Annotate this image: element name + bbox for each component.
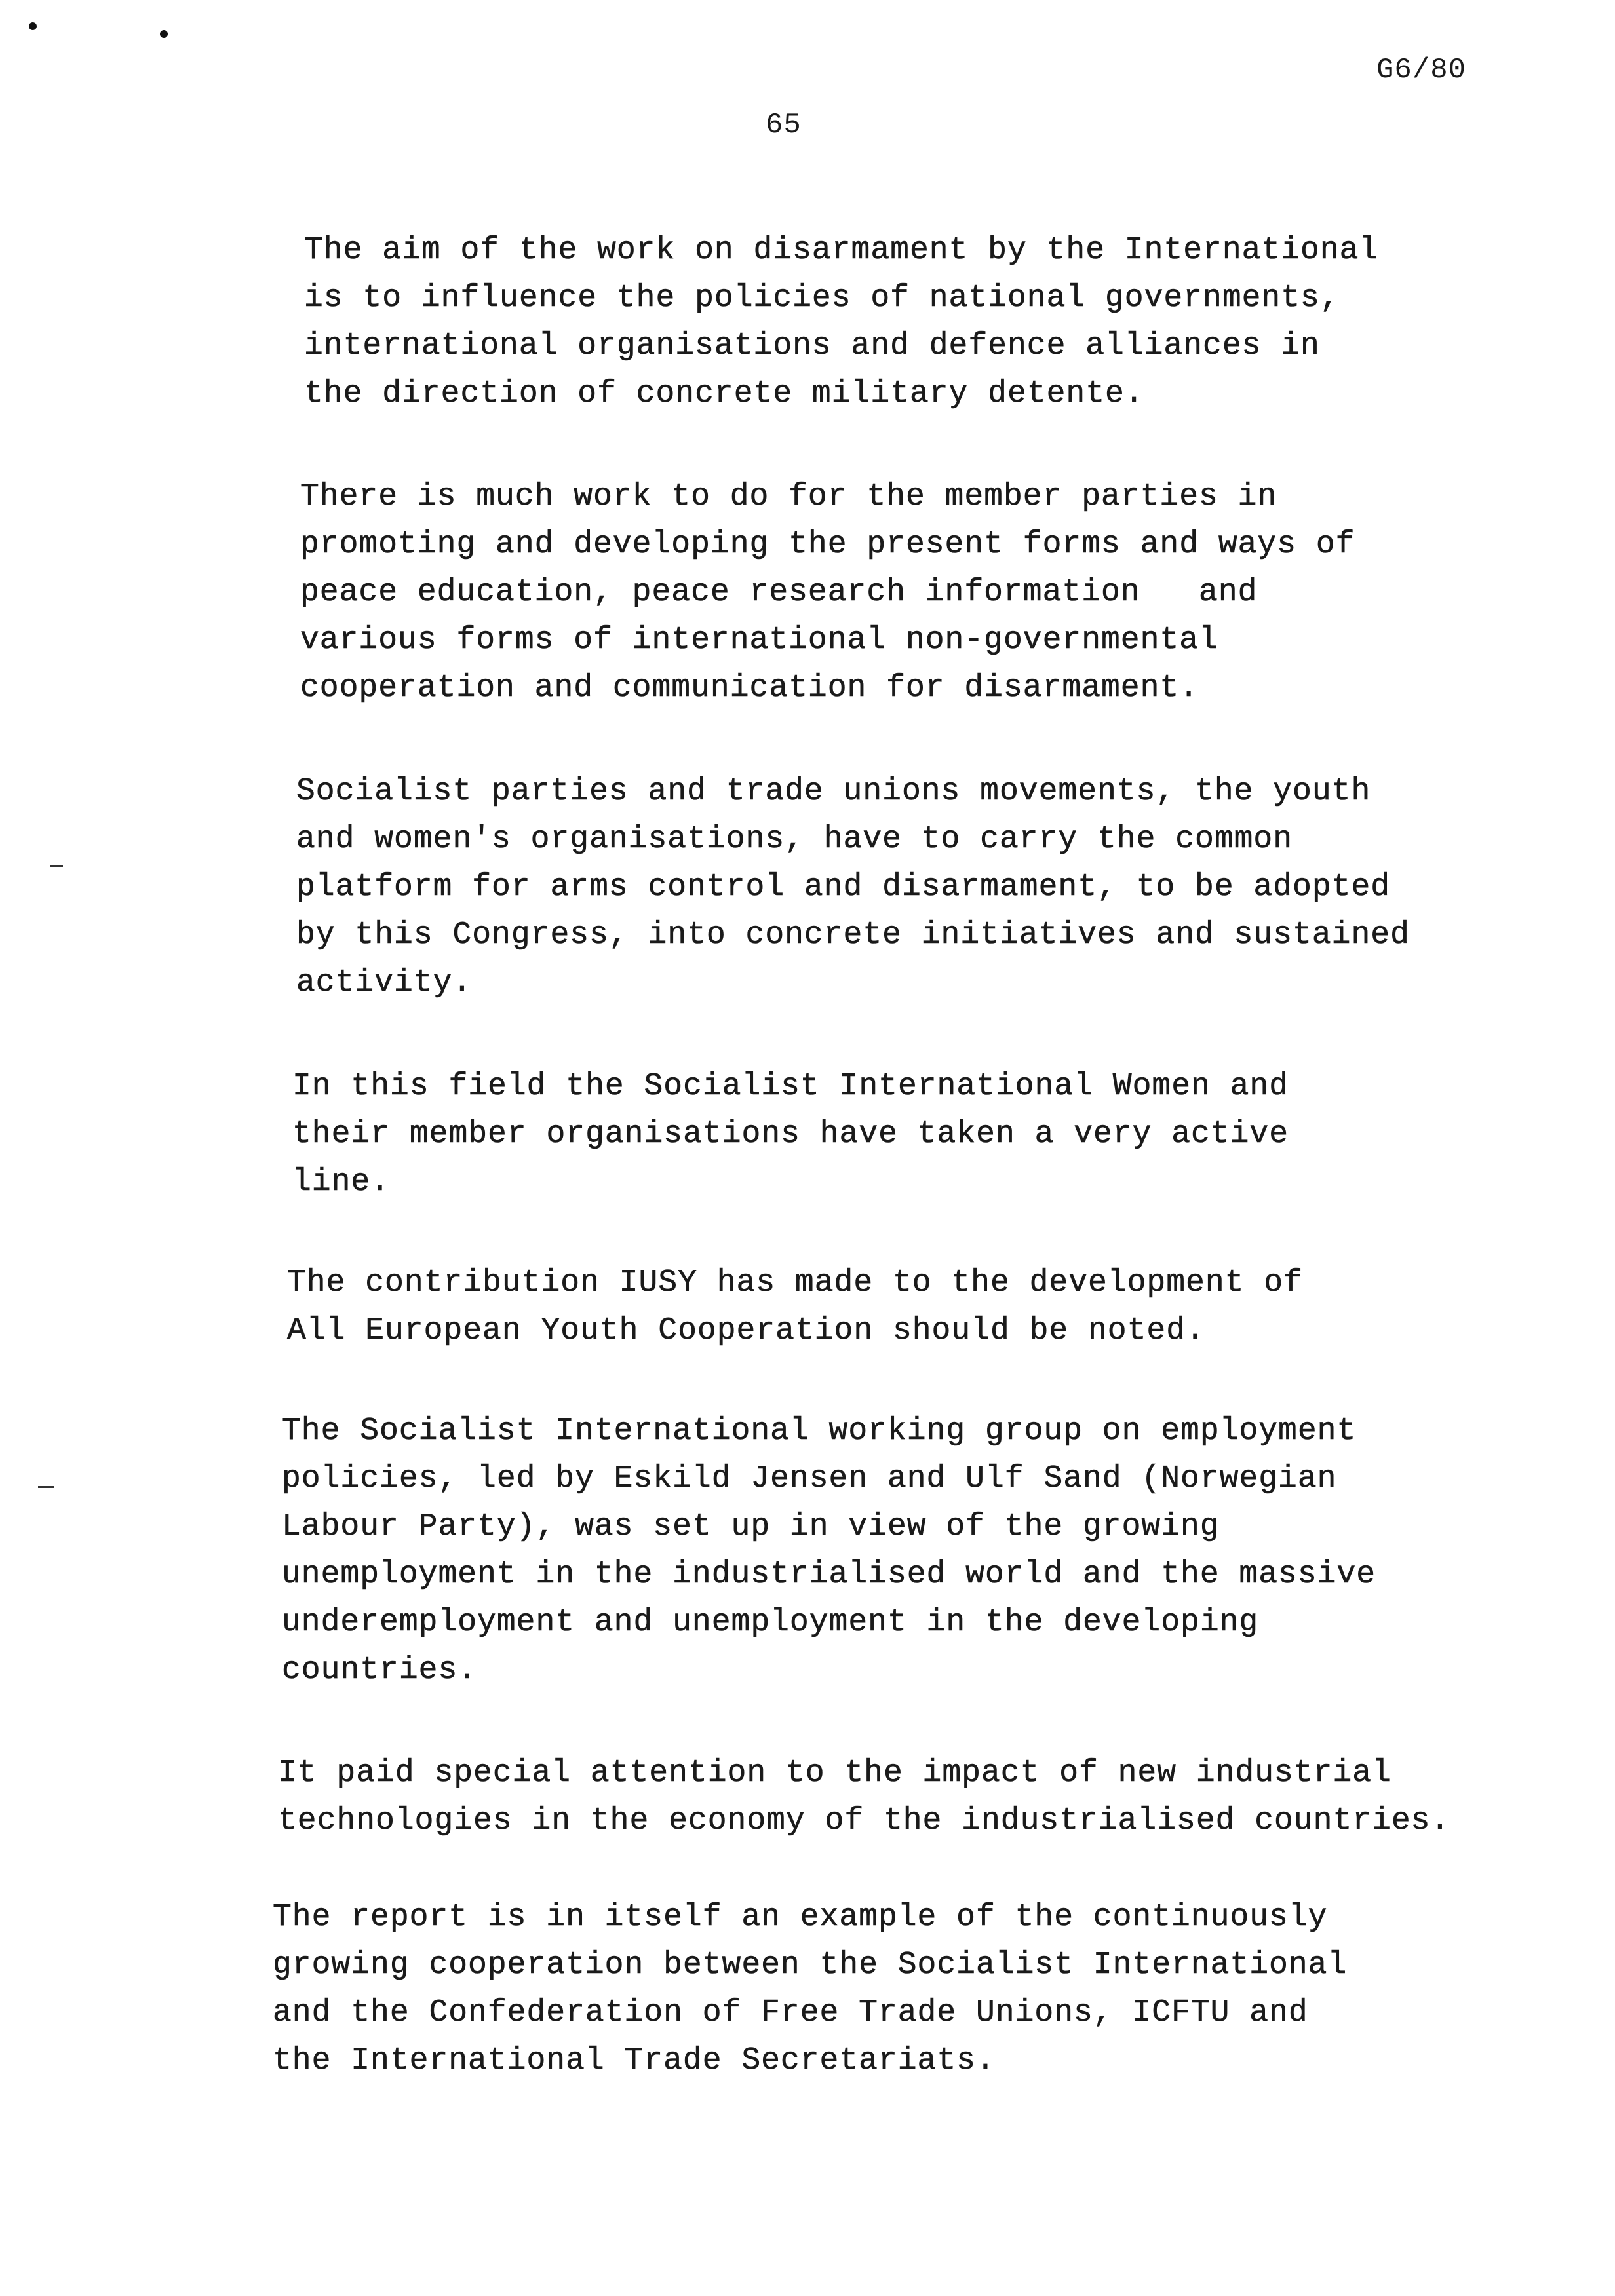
text-line: All European Youth Cooperation should be noted. [287, 1313, 1205, 1349]
text-line: It paid special attention to the impact of new industrial [278, 1755, 1391, 1791]
paragraph-international-women [292, 1063, 1289, 1206]
text-line: The contribution IUSY has made to the development of [287, 1265, 1303, 1301]
text-line: international organisations and defence alliances in [304, 328, 1320, 364]
paragraph-member-parties [300, 473, 1355, 712]
text-line: their member organisations have taken a very active [292, 1117, 1289, 1152]
text-line: The report is in itself an example of the continuously [273, 1900, 1328, 1935]
text-line: underemployment and unemployment in the developing [282, 1605, 1259, 1640]
text-line: line. [292, 1164, 391, 1200]
text-line: technologies in the economy of the industrialised countries. [278, 1803, 1450, 1839]
text-line: peace education, peace research information and [300, 575, 1258, 610]
text-line: promoting and developing the present forms and ways of [300, 527, 1355, 562]
text-line: growing cooperation between the Socialist International [273, 1947, 1348, 1983]
page-number: 65 [766, 109, 802, 142]
punch-mark-left [29, 22, 37, 30]
text-line: The aim of the work on disarmament by the International [304, 233, 1379, 268]
text-line: Socialist parties and trade unions movements, the youth [296, 774, 1371, 809]
text-line: is to influence the policies of national governments, [304, 280, 1340, 316]
text-line: various forms of international non-governmental [300, 622, 1218, 658]
text-line: by this Congress, into concrete initiatives and sustained [296, 917, 1410, 953]
paragraph-industrial-technologies [278, 1750, 1450, 1845]
paragraph-socialist-parties [296, 768, 1410, 1007]
text-line: In this field the Socialist International Women and [292, 1069, 1289, 1104]
document-reference: G6/80 [1376, 54, 1467, 86]
paragraph-disarmament-aim [304, 227, 1378, 418]
text-line: the direction of concrete military detente. [304, 376, 1144, 411]
paragraph-iusy-contribution [287, 1259, 1303, 1355]
text-line: and the Confederation of Free Trade Unions, ICFTU and [273, 1995, 1308, 2031]
text-line: policies, led by Eskild Jensen and Ulf Sand (Norwegian [282, 1461, 1337, 1497]
paragraph-employment-working-group [282, 1407, 1376, 1694]
text-line: and women's organisations, have to carry the common [296, 822, 1293, 857]
paragraph-report-cooperation [273, 1894, 1347, 2085]
margin-mark-lower [38, 1486, 54, 1488]
text-line: The Socialist International working group on employment [282, 1413, 1357, 1449]
text-line: the International Trade Secretariats. [273, 2043, 996, 2078]
text-line: countries. [282, 1653, 478, 1688]
text-line: activity. [296, 965, 473, 1001]
text-line: Labour Party), was set up in view of the growing [282, 1509, 1220, 1544]
text-line: platform for arms control and disarmament, to be adopted [296, 870, 1391, 905]
text-line: cooperation and communication for disarmament. [300, 670, 1199, 706]
text-line: unemployment in the industrialised world and the massive [282, 1557, 1376, 1592]
margin-mark-upper [50, 865, 63, 867]
punch-mark-right [160, 30, 168, 38]
text-line: There is much work to do for the member parties in [300, 479, 1277, 514]
